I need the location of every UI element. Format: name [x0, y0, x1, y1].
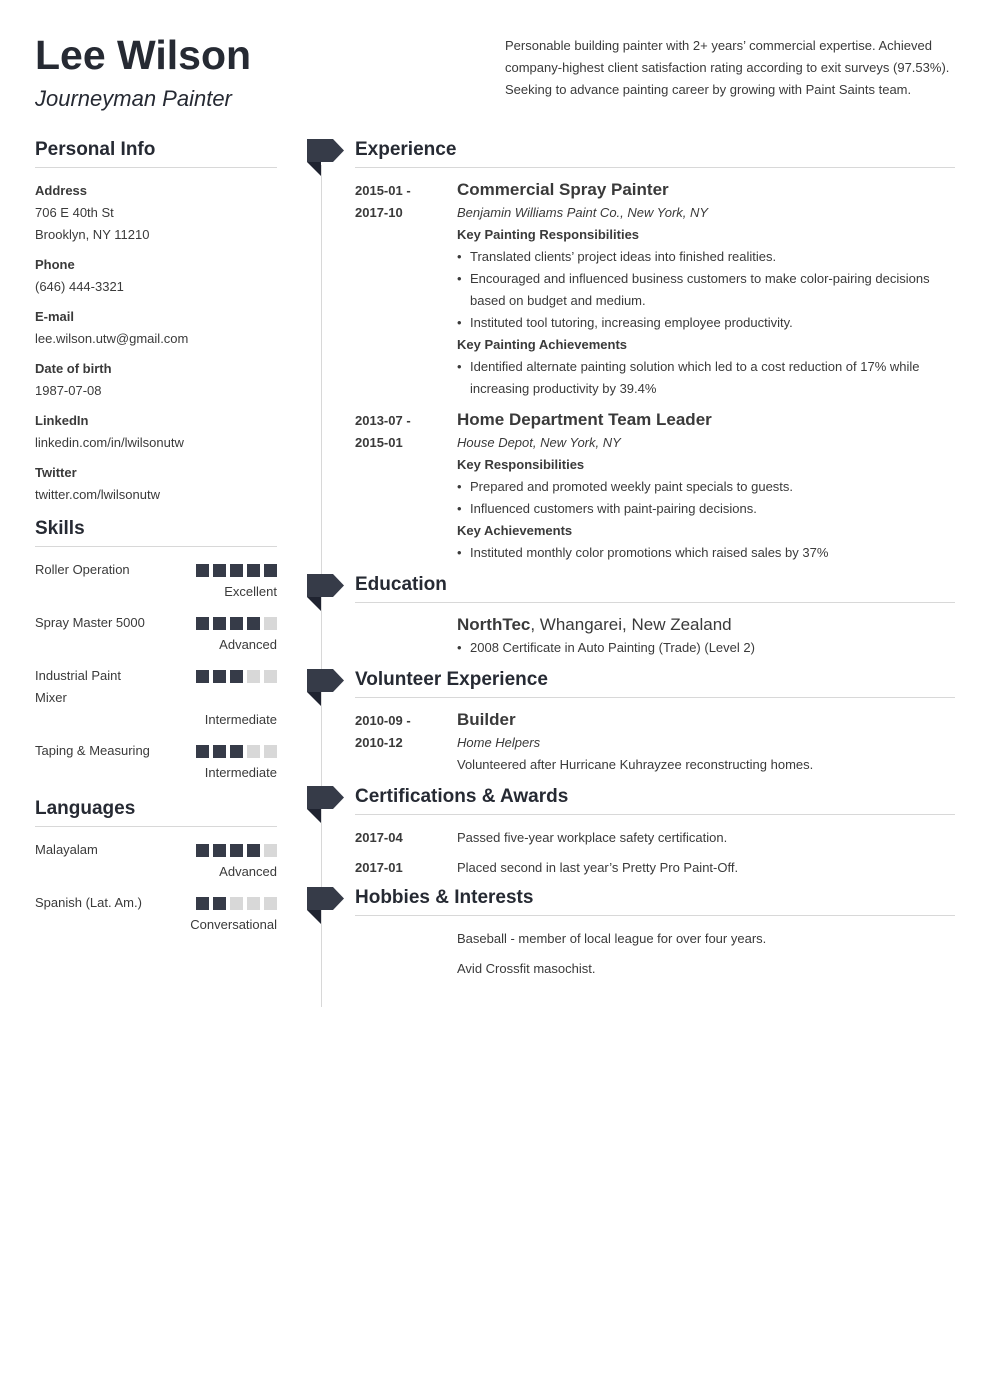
education-section	[355, 574, 955, 659]
language-item	[35, 839, 277, 883]
skill-item	[35, 612, 277, 656]
rating-dot-filled	[247, 564, 260, 577]
rating-dot-filled	[196, 844, 209, 857]
rating-dot-filled	[230, 617, 243, 630]
rating-dot-filled	[230, 844, 243, 857]
certification-text: Passed five-year workplace safety certification.	[457, 830, 728, 845]
subheading: Key Painting Achievements	[457, 337, 628, 352]
volunteer-role: Builder	[457, 710, 516, 729]
section-heading: Languages	[35, 798, 277, 827]
certification-date: 2017-01	[355, 860, 403, 875]
languages-section	[35, 798, 277, 936]
skill-item	[35, 559, 277, 603]
job-entry	[355, 410, 955, 564]
date-start: 2013-07 -	[355, 413, 411, 428]
section-heading: Experience	[355, 139, 955, 168]
certification-item	[355, 857, 955, 879]
flag-icon	[307, 786, 344, 824]
skills-section	[35, 518, 277, 784]
rating-dot-filled	[196, 897, 209, 910]
list-item: • Influenced customers with paint-pairing decisions.	[457, 498, 955, 520]
linkedin-link[interactable]: linkedin.com/in/lwilsonutw	[35, 435, 184, 450]
info-phone	[35, 254, 277, 298]
date-start: 2015-01 -	[355, 183, 411, 198]
rating-dot-filled	[213, 897, 226, 910]
job-dates	[355, 410, 457, 564]
skill-item	[35, 740, 277, 784]
right-column	[355, 139, 955, 988]
education-details	[457, 615, 955, 659]
rating-dot-filled	[213, 670, 226, 683]
rating-dot-empty	[264, 844, 277, 857]
rating-dot-empty	[264, 617, 277, 630]
info-dob	[35, 358, 277, 402]
rating-dot-empty	[264, 670, 277, 683]
rating-dot-filled	[230, 564, 243, 577]
info-label: LinkedIn	[35, 413, 89, 428]
hobby-spacer	[355, 958, 457, 980]
candidate-name: Lee Wilson	[35, 32, 252, 78]
rating-dot-empty	[264, 745, 277, 758]
rating-dot-empty	[247, 897, 260, 910]
job-dates	[355, 180, 457, 400]
skill-item	[35, 665, 277, 731]
skill-level: Intermediate	[204, 712, 277, 727]
left-column	[35, 139, 277, 945]
volunteer-details	[457, 710, 955, 776]
skill-name: Industrial Paint Mixer	[35, 668, 121, 705]
info-label: Date of birth	[35, 361, 112, 376]
info-value: (646) 444-3321	[35, 279, 124, 294]
volunteer-dates	[355, 710, 457, 776]
date-end: 2015-01	[355, 435, 403, 450]
subheading: Key Responsibilities	[457, 457, 585, 472]
education-entry	[355, 615, 955, 659]
responsibilities-list	[457, 246, 955, 334]
subheading: Key Painting Responsibilities	[457, 227, 640, 242]
skill-level: Intermediate	[204, 765, 277, 780]
list-item: • Instituted tool tutoring, increasing employee productivity.	[457, 312, 955, 334]
info-value: 706 E 40th St	[35, 205, 114, 220]
language-level: Conversational	[190, 917, 277, 932]
date-end: 2017-10	[355, 205, 403, 220]
skill-rating	[196, 617, 277, 630]
personal-info-section	[35, 139, 277, 506]
rating-dot-filled	[213, 617, 226, 630]
section-heading: Education	[355, 574, 955, 603]
info-twitter	[35, 462, 277, 506]
school	[457, 613, 955, 637]
info-value: Brooklyn, NY 11210	[35, 227, 150, 242]
flag-icon	[307, 574, 344, 612]
language-level: Advanced	[219, 864, 277, 879]
info-value: 1987-07-08	[35, 383, 102, 398]
info-address	[35, 180, 277, 246]
info-label: E-mail	[35, 309, 75, 324]
info-linkedin	[35, 410, 277, 454]
achievements-list	[457, 356, 955, 400]
rating-dot-filled	[264, 564, 277, 577]
twitter-link[interactable]: twitter.com/lwilsonutw	[35, 487, 160, 502]
rating-dot-filled	[230, 670, 243, 683]
rating-dot-filled	[247, 617, 260, 630]
job-entry	[355, 180, 955, 400]
section-heading: Volunteer Experience	[355, 669, 955, 698]
skill-level: Excellent	[224, 584, 277, 599]
profile-summary: Personable building painter with 2+ years’ commercial expertise. Achieved company-highest client satisfaction rating according to exit surveys (97.53%). Seeking to advance painting career by growing with Paint Saints team.	[505, 38, 950, 97]
volunteer-entry	[355, 710, 955, 776]
hobby-text: Baseball - member of local league for over four years.	[457, 931, 767, 946]
list-item: • Identified alternate painting solution which led to a cost reduction of 17% while increasing productivity by 39.4%	[457, 356, 955, 400]
rating-dot-empty	[264, 897, 277, 910]
hobby-item	[355, 958, 955, 980]
language-rating	[196, 897, 277, 910]
skill-rating	[196, 564, 277, 577]
list-item: • Prepared and promoted weekly paint specials to guests.	[457, 476, 955, 498]
rating-dot-filled	[196, 564, 209, 577]
company: House Depot, New York, NY	[457, 435, 621, 450]
section-heading: Certifications & Awards	[355, 786, 955, 815]
certification-item	[355, 827, 955, 849]
skill-rating	[196, 745, 277, 758]
language-item	[35, 892, 277, 936]
date-start: 2010-09 -	[355, 713, 411, 728]
candidate-title: Journeyman Painter	[35, 86, 232, 111]
list-item: • Instituted monthly color promotions which raised sales by 37%	[457, 542, 955, 564]
list-item: • Translated clients’ project ideas into finished realities.	[457, 246, 955, 268]
rating-dot-empty	[230, 897, 243, 910]
flag-icon	[307, 139, 344, 177]
hobby-item	[355, 928, 955, 950]
certification-text: Placed second in last year’s Pretty Pro Paint-Off.	[457, 860, 739, 875]
rating-dot-filled	[196, 670, 209, 683]
school-name: NorthTec	[457, 615, 531, 634]
school-location: , Whangarei, New Zealand	[530, 615, 732, 634]
info-label: Twitter	[35, 465, 77, 480]
job-details	[457, 410, 955, 564]
skill-rating	[196, 670, 277, 683]
rating-dot-filled	[213, 844, 226, 857]
volunteer-section	[355, 669, 955, 776]
experience-section	[355, 139, 955, 564]
info-label: Address	[35, 183, 88, 198]
company: Benjamin Williams Paint Co., New York, NY	[457, 205, 709, 220]
rating-dot-filled	[196, 745, 209, 758]
job-details	[457, 180, 955, 400]
job-title: Commercial Spray Painter	[457, 180, 669, 199]
hobby-spacer	[355, 928, 457, 950]
rating-dot-filled	[213, 745, 226, 758]
list-item: • 2008 Certificate in Auto Painting (Trade) (Level 2)	[457, 637, 955, 659]
subheading: Key Achievements	[457, 523, 573, 538]
section-heading: Hobbies & Interests	[355, 887, 955, 916]
job-title: Home Department Team Leader	[457, 410, 712, 429]
section-heading: Personal Info	[35, 139, 277, 168]
volunteer-org: Home Helpers	[457, 735, 541, 750]
education-dates	[355, 615, 457, 659]
language-name: Spanish (Lat. Am.)	[35, 895, 142, 910]
list-item: • Encouraged and influenced business customers to make color-pairing decisions based on budget and medium.	[457, 268, 955, 312]
skill-name: Roller Operation	[35, 562, 130, 577]
rating-dot-empty	[247, 670, 260, 683]
language-name: Malayalam	[35, 842, 98, 857]
date-end: 2010-12	[355, 735, 403, 750]
rating-dot-filled	[213, 564, 226, 577]
certifications-section	[355, 786, 955, 879]
hobby-text: Avid Crossfit masochist.	[457, 961, 596, 976]
flag-icon	[307, 887, 344, 925]
rating-dot-empty	[247, 745, 260, 758]
info-email	[35, 306, 277, 350]
skill-name: Taping & Measuring	[35, 743, 150, 758]
rating-dot-filled	[247, 844, 260, 857]
info-label: Phone	[35, 257, 75, 272]
volunteer-description: Volunteered after Hurricane Kuhrayzee reconstructing homes.	[457, 757, 814, 772]
skill-level: Advanced	[219, 637, 277, 652]
responsibilities-list	[457, 476, 955, 520]
language-rating	[196, 844, 277, 857]
rating-dot-filled	[230, 745, 243, 758]
education-details-list	[457, 637, 955, 659]
certification-date: 2017-04	[355, 830, 403, 845]
hobbies-section	[355, 887, 955, 980]
email-link[interactable]: lee.wilson.utw@gmail.com	[35, 331, 189, 346]
achievements-list	[457, 542, 955, 564]
skill-name: Spray Master 5000	[35, 615, 145, 630]
rating-dot-filled	[196, 617, 209, 630]
flag-icon	[307, 669, 344, 707]
section-heading: Skills	[35, 518, 277, 547]
